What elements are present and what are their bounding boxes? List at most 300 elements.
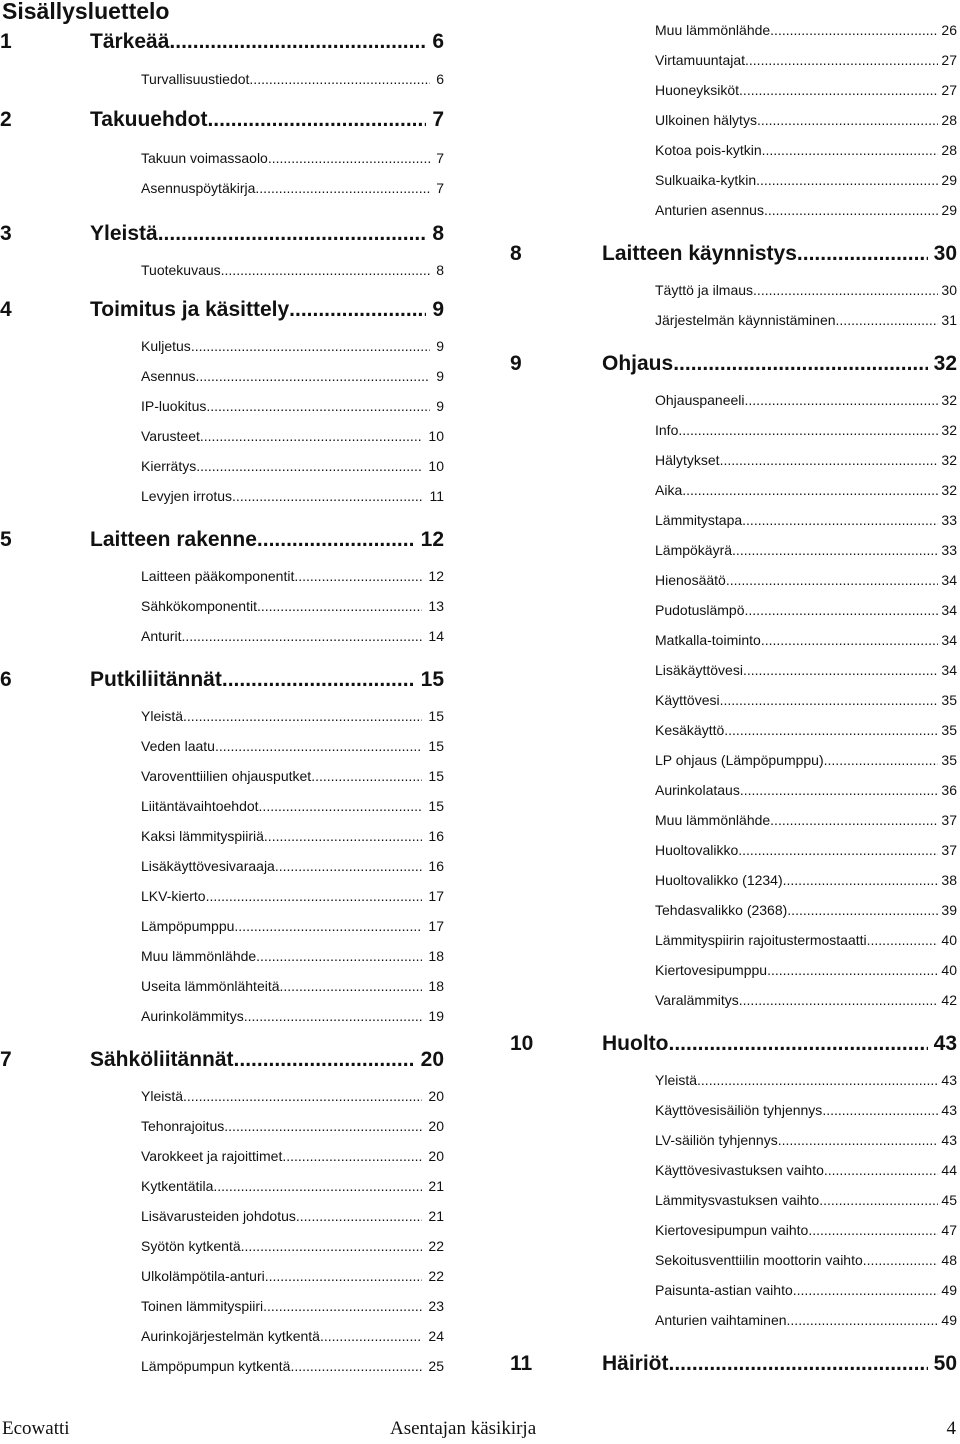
- entry-title: Lämmitysvastuksen vaihto: [655, 1192, 820, 1208]
- entry-title: Matkalla-toiminto: [655, 632, 761, 648]
- toc-entry-row[interactable]: [510, 632, 957, 648]
- page-number: 37: [941, 812, 957, 828]
- dot-leader: [720, 692, 939, 708]
- page-number: 27: [941, 52, 957, 68]
- toc-entry-row[interactable]: [0, 768, 444, 784]
- toc-entry-row[interactable]: [0, 918, 444, 934]
- page-number: 20: [428, 1088, 444, 1104]
- page-number: 42: [941, 992, 957, 1008]
- page-number: 32: [941, 452, 957, 468]
- dot-leader: [296, 1208, 423, 1224]
- toc-entry-row[interactable]: [510, 1282, 957, 1298]
- footer-document-title: Asentajan käsikirja: [390, 1418, 537, 1439]
- page-number: 10: [428, 458, 444, 474]
- chapter-title: Takuuehdot: [90, 108, 208, 131]
- toc-entry-row[interactable]: [510, 142, 957, 158]
- page-number: 7: [432, 108, 444, 131]
- toc-entry-row[interactable]: [510, 482, 957, 498]
- toc-entry-row[interactable]: [0, 568, 444, 584]
- entry-title: Aika: [655, 482, 683, 498]
- toc-entry-row[interactable]: [0, 1008, 444, 1024]
- toc-entry-row[interactable]: [0, 428, 444, 444]
- toc-entry-row[interactable]: [0, 262, 444, 278]
- page-number: 17: [428, 918, 444, 934]
- toc-entry-row[interactable]: [0, 150, 444, 166]
- toc-chapter-row[interactable]: [0, 222, 444, 246]
- dot-leader: [264, 828, 423, 844]
- page-number: 15: [420, 668, 444, 691]
- page-number: 35: [941, 692, 957, 708]
- entry-title: Yleistä: [141, 708, 184, 724]
- toc-entry-row[interactable]: [510, 1072, 957, 1088]
- dot-leader: [183, 1088, 422, 1104]
- entry-title: Yleistä: [655, 1072, 698, 1088]
- dot-leader: [678, 422, 938, 438]
- toc-entry-row[interactable]: [510, 202, 957, 218]
- dot-leader: [770, 22, 938, 38]
- toc-entry-row[interactable]: [0, 978, 444, 994]
- dot-leader: [742, 512, 938, 528]
- entry-title: Useita lämmönlähteitä: [141, 978, 280, 994]
- toc-entry-row[interactable]: [510, 392, 957, 408]
- page-number: 35: [941, 752, 957, 768]
- page-number: 20: [428, 1148, 444, 1164]
- page-number: 24: [428, 1328, 444, 1344]
- dot-leader: [673, 352, 927, 376]
- entry-title: Aurinkolataus: [655, 782, 740, 798]
- toc-chapter-row[interactable]: [0, 298, 444, 322]
- entry-title: Liitäntävaihtoehdot: [141, 798, 259, 814]
- chapter-number: 8: [510, 242, 522, 265]
- chapter-title: Huolto: [602, 1032, 669, 1055]
- page-number: 29: [941, 172, 957, 188]
- entry-title: Aurinkojärjestelmän kytkentä: [141, 1328, 320, 1344]
- dot-leader: [289, 298, 426, 322]
- dot-leader: [215, 738, 422, 754]
- toc-entry-row[interactable]: [0, 1298, 444, 1314]
- dot-leader: [767, 962, 938, 978]
- entry-title: LP ohjaus (Lämpöpumppu): [655, 752, 824, 768]
- dot-leader: [808, 1222, 938, 1238]
- toc-entry-row[interactable]: [510, 662, 957, 678]
- page-number: 32: [941, 422, 957, 438]
- entry-title: Ohjauspaneeli: [655, 392, 745, 408]
- page-number: 49: [941, 1312, 957, 1328]
- toc-entry-row[interactable]: [0, 888, 444, 904]
- entry-title: Muu lämmönlähde: [141, 948, 257, 964]
- dot-leader: [762, 142, 939, 158]
- chapter-number: 4: [0, 298, 12, 321]
- toc-entry-row[interactable]: [0, 1238, 444, 1254]
- toc-entry-row[interactable]: [0, 398, 444, 414]
- page-number: 32: [941, 392, 957, 408]
- page-number: 6: [436, 71, 444, 87]
- dot-leader: [787, 902, 938, 918]
- chapter-number: 1: [0, 30, 12, 53]
- page-number: 45: [941, 1192, 957, 1208]
- dot-leader: [234, 1048, 415, 1072]
- dot-leader: [256, 948, 422, 964]
- page-number: 30: [933, 242, 957, 265]
- toc-entry-row[interactable]: [510, 1162, 957, 1178]
- toc-entry-row[interactable]: [0, 71, 444, 87]
- entry-title: Info: [655, 422, 679, 438]
- page-number: 48: [941, 1252, 957, 1268]
- toc-chapter-row[interactable]: [510, 1352, 957, 1376]
- toc-entry-row[interactable]: [0, 828, 444, 844]
- toc-entry-row[interactable]: [0, 1178, 444, 1194]
- page-number: 8: [436, 262, 444, 278]
- chapter-title: Laitteen rakenne: [90, 528, 257, 551]
- dot-leader: [824, 752, 939, 768]
- toc-chapter-row[interactable]: [0, 108, 444, 132]
- toc-entry-row[interactable]: [510, 312, 957, 328]
- toc-chapter-row[interactable]: [510, 352, 957, 376]
- toc-chapter-row[interactable]: [0, 30, 444, 54]
- dot-leader: [196, 458, 422, 474]
- toc-entry-row[interactable]: [510, 1192, 957, 1208]
- dot-leader: [726, 572, 939, 588]
- page-number: 12: [420, 528, 444, 551]
- chapter-title: Putkiliitännät: [90, 668, 222, 691]
- entry-title: Kaksi lämmityspiiriä: [141, 828, 264, 844]
- toc-entry-row[interactable]: [510, 782, 957, 798]
- toc-entry-row[interactable]: [510, 842, 957, 858]
- toc-entry-row[interactable]: [510, 932, 957, 948]
- entry-title: Veden laatu: [141, 738, 215, 754]
- page-number: 12: [428, 568, 444, 584]
- dot-leader: [761, 632, 939, 648]
- chapter-title: Laitteen käynnistys: [602, 242, 797, 265]
- toc-title: Sisällysluettelo: [2, 0, 170, 24]
- entry-title: Varusteet: [141, 428, 200, 444]
- dot-leader: [181, 628, 422, 644]
- dot-leader: [200, 428, 423, 444]
- toc-entry-row[interactable]: [0, 858, 444, 874]
- toc-entry-row[interactable]: [510, 962, 957, 978]
- entry-title: Muu lämmönlähde: [655, 812, 771, 828]
- dot-leader: [232, 488, 423, 504]
- entry-title: Täyttö ja ilmaus: [655, 282, 754, 298]
- dot-leader: [221, 262, 431, 278]
- dot-leader: [745, 602, 939, 618]
- toc-chapter-row[interactable]: [510, 1032, 957, 1056]
- chapter-title: Yleistä: [90, 222, 158, 245]
- toc-entry-row[interactable]: [510, 282, 957, 298]
- toc-entry-row[interactable]: [0, 1118, 444, 1134]
- footer-page-number: 4: [946, 1418, 956, 1439]
- page-number: 32: [941, 482, 957, 498]
- dot-leader: [169, 30, 426, 54]
- dot-leader: [770, 812, 938, 828]
- dot-leader: [682, 482, 938, 498]
- toc-entry-row[interactable]: [510, 572, 957, 588]
- entry-title: Kesäkäyttö: [655, 722, 725, 738]
- toc-entry-row[interactable]: [0, 598, 444, 614]
- toc-entry-row[interactable]: [0, 1358, 444, 1374]
- toc-entry-row[interactable]: [510, 872, 957, 888]
- toc-entry-row[interactable]: [0, 738, 444, 754]
- page-number: 11: [429, 488, 444, 504]
- toc-entry-row[interactable]: [510, 22, 957, 38]
- page-number: 47: [941, 1222, 957, 1238]
- page-number: 21: [428, 1178, 444, 1194]
- page-number: 43: [933, 1032, 957, 1055]
- dot-leader: [745, 52, 938, 68]
- page-number: 16: [428, 828, 444, 844]
- chapter-title: Toimitus ja käsittely: [90, 298, 290, 321]
- entry-title: Lisäkäyttövesi: [655, 662, 743, 678]
- page-number: 43: [941, 1102, 957, 1118]
- page-number: 15: [428, 768, 444, 784]
- dot-leader: [738, 842, 938, 858]
- entry-title: Järjestelmän käynnistäminen: [655, 312, 836, 328]
- footer-brand: Ecowatti: [2, 1418, 70, 1439]
- page-number: 22: [428, 1268, 444, 1284]
- page-number: 49: [941, 1282, 957, 1298]
- entry-title: Virtamuuntajat: [655, 52, 746, 68]
- dot-leader: [244, 1008, 423, 1024]
- page-number: 38: [941, 872, 957, 888]
- dot-leader: [743, 662, 938, 678]
- entry-title: IP-luokitus: [141, 398, 207, 414]
- toc-entry-row[interactable]: [510, 752, 957, 768]
- toc-chapter-row[interactable]: [510, 242, 957, 266]
- toc-entry-row[interactable]: [0, 338, 444, 354]
- entry-title: Kierrätys: [141, 458, 197, 474]
- page-number: 25: [428, 1358, 444, 1374]
- dot-leader: [255, 180, 430, 196]
- page-number: 14: [428, 628, 444, 644]
- entry-title: Takuun voimassaolo: [141, 150, 268, 166]
- entry-title: Huoltovalikko: [655, 842, 739, 858]
- dot-leader: [797, 242, 928, 266]
- toc-entry-row[interactable]: [510, 52, 957, 68]
- toc-entry-row[interactable]: [510, 452, 957, 468]
- toc-entry-row[interactable]: [510, 722, 957, 738]
- entry-title: Varalämmitys: [655, 992, 739, 1008]
- page-number: 40: [941, 932, 957, 948]
- dot-leader: [257, 528, 415, 552]
- page-number: 26: [941, 22, 957, 38]
- toc-entry-row[interactable]: [510, 542, 957, 558]
- entry-title: Käyttövesi: [655, 692, 720, 708]
- dot-leader: [745, 392, 939, 408]
- entry-title: Lämmityspiirin rajoitustermostaatti: [655, 932, 867, 948]
- entry-title: Lämmitystapa: [655, 512, 743, 528]
- dot-leader: [191, 338, 430, 354]
- page-number: 6: [432, 30, 444, 53]
- toc-entry-row[interactable]: [510, 422, 957, 438]
- toc-entry-row[interactable]: [510, 1102, 957, 1118]
- toc-chapter-row[interactable]: [0, 1048, 444, 1072]
- dot-leader: [259, 798, 423, 814]
- entry-title: Huoltovalikko (1234): [655, 872, 783, 888]
- toc-entry-row[interactable]: [0, 798, 444, 814]
- entry-title: Lisävarusteiden johdotus: [141, 1208, 296, 1224]
- entry-title: Huoneyksiköt: [655, 82, 740, 98]
- entry-title: Anturit: [141, 628, 182, 644]
- chapter-number: 6: [0, 668, 12, 691]
- page-number: 50: [933, 1352, 957, 1375]
- chapter-title: Sähköliitännät: [90, 1048, 234, 1071]
- toc-entry-row[interactable]: [0, 948, 444, 964]
- toc-entry-row[interactable]: [510, 602, 957, 618]
- toc-entry-row[interactable]: [510, 992, 957, 1008]
- entry-title: Yleistä: [141, 1088, 184, 1104]
- entry-title: Varokkeet ja rajoittimet: [141, 1148, 283, 1164]
- dot-leader: [222, 668, 415, 692]
- page-number: 15: [428, 708, 444, 724]
- entry-title: Ulkoinen hälytys: [655, 112, 757, 128]
- toc-entry-row[interactable]: [0, 1328, 444, 1344]
- toc-entry-row[interactable]: [510, 172, 957, 188]
- page-number: 33: [941, 512, 957, 528]
- dot-leader: [282, 1148, 422, 1164]
- entry-title: Kuljetus: [141, 338, 191, 354]
- dot-leader: [294, 568, 422, 584]
- entry-title: LKV-kierto: [141, 888, 206, 904]
- toc-entry-row[interactable]: [510, 1252, 957, 1268]
- toc-entry-row[interactable]: [0, 368, 444, 384]
- dot-leader: [756, 172, 938, 188]
- dot-leader: [669, 1352, 928, 1376]
- toc-chapter-row[interactable]: [0, 668, 444, 692]
- toc-entry-row[interactable]: [0, 1208, 444, 1224]
- entry-title: Turvallisuustiedot: [141, 71, 250, 87]
- chapter-number: 2: [0, 108, 12, 131]
- entry-title: Toinen lämmityspiiri: [141, 1298, 264, 1314]
- dot-leader: [863, 1252, 939, 1268]
- toc-entry-row[interactable]: [510, 112, 957, 128]
- dot-leader: [263, 1298, 422, 1314]
- toc-entry-row[interactable]: [510, 82, 957, 98]
- dot-leader: [158, 222, 427, 246]
- page-number: 36: [941, 782, 957, 798]
- toc-chapter-row[interactable]: [0, 528, 444, 552]
- entry-title: Hienosäätö: [655, 572, 726, 588]
- entry-title: Sekoitusventtiilin moottorin vaihto: [655, 1252, 863, 1268]
- dot-leader: [249, 71, 430, 87]
- dot-leader: [720, 452, 939, 468]
- page-number: 28: [941, 112, 957, 128]
- dot-leader: [778, 1132, 939, 1148]
- toc-entry-row[interactable]: [0, 180, 444, 196]
- entry-title: Kiertovesipumppu: [655, 962, 768, 978]
- dot-leader: [822, 1102, 938, 1118]
- entry-title: Lämpöpumpun kytkentä: [141, 1358, 291, 1374]
- page-number: 15: [428, 738, 444, 754]
- toc-entry-row[interactable]: [510, 692, 957, 708]
- dot-leader: [275, 858, 423, 874]
- page-number: 18: [428, 978, 444, 994]
- toc-entry-row[interactable]: [0, 1148, 444, 1164]
- dot-leader: [724, 722, 938, 738]
- page-number: 7: [436, 180, 444, 196]
- dot-leader: [224, 1118, 422, 1134]
- entry-title: Anturien asennus: [655, 202, 764, 218]
- entry-title: Muu lämmönlähde: [655, 22, 771, 38]
- page-number: 17: [428, 888, 444, 904]
- entry-title: Syötön kytkentä: [141, 1238, 241, 1254]
- toc-entry-row[interactable]: [0, 628, 444, 644]
- page-number: 8: [432, 222, 444, 245]
- dot-leader: [753, 282, 938, 298]
- dot-leader: [867, 932, 939, 948]
- entry-title: Kotoa pois-kytkin: [655, 142, 762, 158]
- dot-leader: [819, 1192, 938, 1208]
- dot-leader: [787, 1312, 939, 1328]
- page-number: 43: [941, 1132, 957, 1148]
- entry-title: LV-säiliön tyhjennys: [655, 1132, 778, 1148]
- toc-entry-row[interactable]: [510, 1222, 957, 1238]
- dot-leader: [668, 1032, 927, 1056]
- dot-leader: [697, 1072, 938, 1088]
- page-number: 35: [941, 722, 957, 738]
- entry-title: Laitteen pääkomponentit: [141, 568, 295, 584]
- dot-leader: [268, 150, 430, 166]
- toc-entry-row[interactable]: [510, 512, 957, 528]
- toc-entry-row[interactable]: [510, 1132, 957, 1148]
- page-number: 31: [941, 312, 957, 328]
- toc-entry-row[interactable]: [510, 812, 957, 828]
- page-number: 28: [941, 142, 957, 158]
- toc-entry-row[interactable]: [510, 1312, 957, 1328]
- toc-entry-row[interactable]: [0, 1268, 444, 1284]
- entry-title: Asennuspöytäkirja: [141, 180, 256, 196]
- page-number: 27: [941, 82, 957, 98]
- toc-entry-row[interactable]: [510, 902, 957, 918]
- dot-leader: [280, 978, 423, 994]
- toc-entry-row[interactable]: [0, 708, 444, 724]
- chapter-number: 11: [510, 1352, 533, 1375]
- chapter-number: 7: [0, 1048, 12, 1071]
- chapter-number: 3: [0, 222, 12, 245]
- page-number: 32: [933, 352, 957, 375]
- page-number: 23: [428, 1298, 444, 1314]
- dot-leader: [207, 108, 426, 132]
- page-number: 34: [941, 602, 957, 618]
- toc-entry-row[interactable]: [0, 488, 444, 504]
- page-number: 9: [432, 298, 444, 321]
- page-number: 20: [428, 1118, 444, 1134]
- dot-leader: [783, 872, 939, 888]
- page-number: 22: [428, 1238, 444, 1254]
- page-number: 15: [428, 798, 444, 814]
- entry-title: Lisäkäyttövesivaraaja: [141, 858, 275, 874]
- entry-title: Käyttövesivastuksen vaihto: [655, 1162, 824, 1178]
- page-number: 13: [428, 598, 444, 614]
- dot-leader: [732, 542, 938, 558]
- entry-title: Lämpöpumppu: [141, 918, 235, 934]
- dot-leader: [265, 1268, 423, 1284]
- page-number: 18: [428, 948, 444, 964]
- dot-leader: [206, 398, 430, 414]
- page-number: 19: [428, 1008, 444, 1024]
- dot-leader: [257, 598, 422, 614]
- page-number: 34: [941, 632, 957, 648]
- dot-leader: [793, 1282, 939, 1298]
- toc-entry-row[interactable]: [0, 1088, 444, 1104]
- chapter-title: Ohjaus: [602, 352, 674, 375]
- page-number: 39: [941, 902, 957, 918]
- entry-title: Levyjen irrotus: [141, 488, 233, 504]
- toc-entry-row[interactable]: [0, 458, 444, 474]
- entry-title: Paisunta-astian vaihto: [655, 1282, 793, 1298]
- page-number: 10: [428, 428, 444, 444]
- dot-leader: [739, 82, 938, 98]
- entry-title: Käyttövesisäiliön tyhjennys: [655, 1102, 823, 1118]
